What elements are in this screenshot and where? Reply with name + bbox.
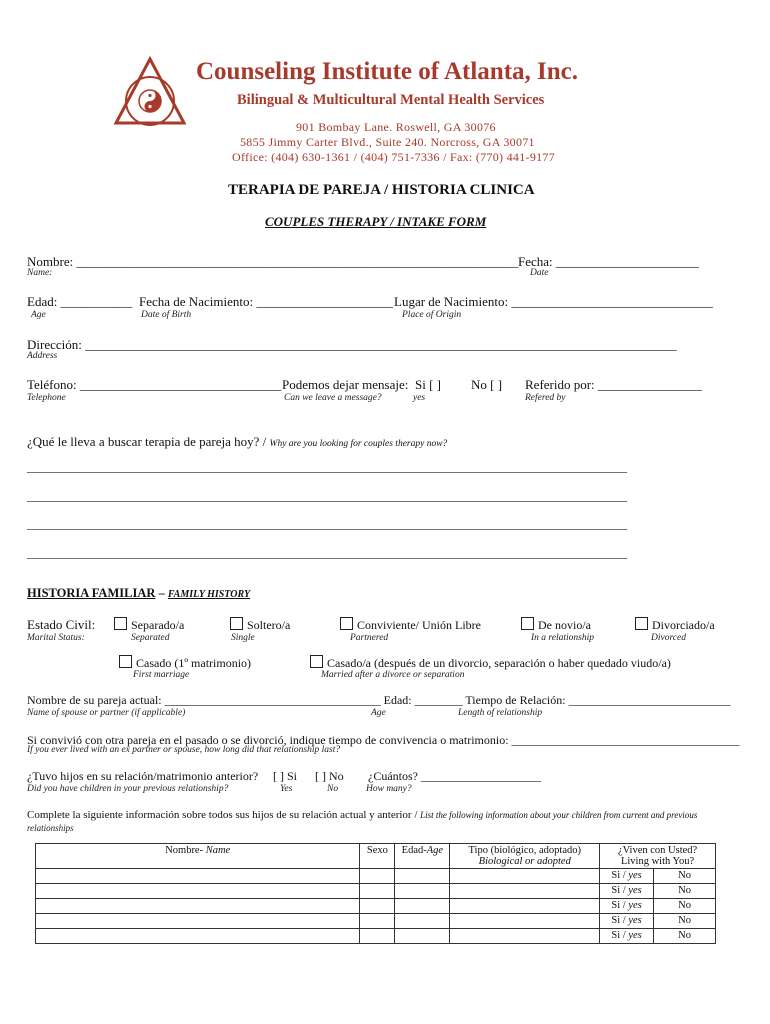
message-question: Podemos dejar mensaje: — [282, 377, 409, 392]
message-yes-label-en: yes — [413, 393, 426, 403]
name-label-en: Name: — [27, 268, 53, 278]
yes-es: Si / — [611, 870, 626, 881]
yes-es: Si / — [611, 930, 626, 941]
child-age-cell[interactable] — [395, 884, 450, 899]
header-lives-es: ¿Viven con Usted? — [617, 845, 698, 856]
header-type-es: Tipo (biológico, adoptado) — [468, 845, 581, 856]
dob-field[interactable]: Fecha de Nacimiento: _____________________ — [139, 294, 393, 309]
children-no-label-en: No — [327, 784, 339, 794]
child-name-cell[interactable] — [36, 914, 360, 929]
child-name-cell[interactable] — [36, 884, 360, 899]
birthplace-label-en: Place of Origin — [402, 310, 462, 320]
address-line-2: 5855 Jimmy Carter Blvd., Suite 240. Norcross, GA 30071 — [240, 135, 535, 149]
yin-yang-triangle-logo-icon — [112, 55, 188, 131]
children-yes-label-en: Yes — [280, 784, 293, 794]
children-table-header — [36, 844, 716, 869]
header-name-en: Name — [205, 845, 231, 856]
message-no-checkbox[interactable]: No [ ] — [471, 377, 503, 392]
children-instructions-en-2: relationships — [27, 823, 74, 833]
partner-length-label-en: Length of relationship — [458, 708, 543, 718]
children-yes-checkbox[interactable]: [ ] Si — [273, 769, 297, 783]
remarried-option[interactable] — [310, 655, 671, 671]
first-marriage-label: Casado (1º matrimonio) — [136, 656, 252, 670]
child-name-cell[interactable] — [36, 899, 360, 914]
age-label-en: Age — [31, 310, 46, 320]
children-table — [35, 843, 716, 944]
header-lives-with — [600, 844, 716, 869]
first-marriage-option[interactable] — [119, 655, 251, 671]
table-row — [36, 884, 716, 899]
lives-no-cell[interactable]: No — [654, 869, 716, 884]
header-lives-en: Living with You? — [620, 856, 695, 867]
partner-label-en: Name of spouse or partner (if applicable) — [27, 708, 186, 718]
date-field[interactable]: Fecha: ______________________ — [518, 254, 699, 269]
answer-line-1[interactable]: ____________________________________________________________________________________________________ — [27, 460, 627, 474]
single-checkbox[interactable] — [230, 617, 243, 630]
referred-label-en: Refered by — [525, 393, 566, 403]
org-subtitle: Bilingual & Multicultural Mental Health Services — [237, 92, 545, 108]
address-field[interactable]: Dirección: ___________________________________________________________________________________________ — [27, 337, 677, 352]
yes-es: Si / — [611, 885, 626, 896]
yes-es: Si / — [611, 915, 626, 926]
table-row — [36, 869, 716, 884]
divorced-checkbox[interactable] — [635, 617, 648, 630]
lives-no-cell[interactable]: No — [654, 884, 716, 899]
referred-field[interactable]: Referido por: ________________ — [525, 377, 702, 392]
header-name-es: Nombre- — [165, 845, 204, 856]
divorced-label: Divorciado/a — [652, 618, 715, 632]
first-marriage-label-en: First marriage — [133, 670, 190, 680]
why-question-es: ¿Qué le lleva a buscar terapia de pareja hoy? / — [27, 434, 267, 449]
phone-field[interactable]: Teléfono: _______________________________ — [27, 377, 282, 392]
separated-checkbox[interactable] — [114, 617, 127, 630]
header-name — [36, 844, 360, 869]
child-sex-cell[interactable] — [360, 899, 395, 914]
child-name-cell[interactable] — [36, 869, 360, 884]
birthplace-field[interactable]: Lugar de Nacimiento: _______________________________ — [394, 294, 713, 309]
relationship-checkbox[interactable] — [521, 617, 534, 630]
lives-yes-cell[interactable] — [600, 899, 654, 914]
answer-line-2[interactable]: ____________________________________________________________________________________________________ — [27, 489, 627, 503]
child-age-cell[interactable] — [395, 929, 450, 944]
how-many-field[interactable]: ¿Cuántos? ____________________ — [368, 769, 541, 783]
org-name: Counseling Institute of Atlanta, Inc. — [196, 58, 578, 85]
child-sex-cell[interactable] — [360, 914, 395, 929]
header-type — [450, 844, 600, 869]
children-instructions-es: Complete la siguiente información sobre todos sus hijos de su relación actual y anterior / — [27, 809, 418, 821]
children-instructions — [27, 809, 697, 821]
why-question-en: Why are you looking for couples therapy now? — [269, 439, 448, 449]
lives-yes-cell[interactable] — [600, 884, 654, 899]
table-row — [36, 929, 716, 944]
partner-field[interactable]: Nombre de su pareja actual: ____________________________________ Edad: ________ Tiempo de Relación: ___________________________ — [27, 693, 731, 707]
lives-no-cell[interactable]: No — [654, 929, 716, 944]
yes-es: Si / — [611, 900, 626, 911]
marital-status-label: Estado Civil: — [27, 617, 96, 632]
lives-yes-cell[interactable] — [600, 929, 654, 944]
header-age-en: Age — [426, 845, 444, 856]
remarried-label-en: Married after a divorce or separation — [321, 670, 465, 680]
lives-yes-cell[interactable] — [600, 869, 654, 884]
child-type-cell[interactable] — [450, 869, 600, 884]
previous-relationship-field[interactable]: Si convivió con otra pareja en el pasado o se divorció, indique tiempo de convivencia o matrimonio: ______________________________________ — [27, 733, 740, 747]
child-type-cell[interactable] — [450, 884, 600, 899]
yes-en: yes — [628, 870, 642, 881]
child-type-cell[interactable] — [450, 914, 600, 929]
how-many-label-en: How many? — [366, 784, 412, 794]
single-label-en: Single — [231, 633, 255, 643]
why-question — [27, 434, 447, 450]
separated-label-en: Separated — [131, 633, 170, 643]
name-field[interactable]: Nombre: ____________________________________________________________________ — [27, 254, 519, 269]
relationship-label: De novio/a — [538, 618, 591, 632]
partnered-option[interactable] — [340, 617, 481, 633]
yes-en: yes — [628, 930, 642, 941]
child-age-cell[interactable] — [395, 914, 450, 929]
divorced-label-en: Divorced — [651, 633, 686, 643]
partnered-label: Conviviente/ Unión Libre — [357, 618, 481, 632]
address-label-en: Address — [27, 351, 58, 361]
marital-status-label-en: Marital Status: — [27, 633, 85, 643]
separated-label: Separado/a — [131, 618, 185, 632]
partner-age-label-en: Age — [371, 708, 386, 718]
remarried-label: Casado/a (después de un divorcio, separación o haber quedado viudo/a) — [327, 656, 671, 670]
children-instructions-en: List the following information about your children from current and previous — [420, 810, 698, 820]
message-question-en: Can we leave a message? — [284, 393, 382, 403]
child-age-cell[interactable] — [395, 899, 450, 914]
previous-relationship-label-en: If you ever lived with an ex partner or spouse, how long did that relationship last? — [27, 745, 341, 755]
table-row — [36, 899, 716, 914]
child-name-cell[interactable] — [36, 929, 360, 944]
address-line-1: 901 Bombay Lane. Roswell, GA 30076 — [296, 120, 496, 134]
family-history-heading — [27, 586, 250, 601]
remarried-checkbox[interactable] — [310, 655, 323, 668]
family-heading-en: FAMILY HISTORY — [167, 589, 251, 600]
date-label-en: Date — [530, 268, 549, 278]
answer-line-4[interactable]: ____________________________________________________________________________________________________ — [27, 546, 627, 560]
child-sex-cell[interactable] — [360, 884, 395, 899]
first-marriage-checkbox[interactable] — [119, 655, 132, 668]
table-row — [36, 914, 716, 929]
age-field[interactable]: Edad: ___________ — [27, 294, 133, 309]
relationship-label-en: In a relationship — [531, 633, 594, 643]
children-question-en: Did you have children in your previous relationship? — [27, 784, 229, 794]
partnered-label-en: Partnered — [350, 633, 389, 643]
child-age-cell[interactable] — [395, 869, 450, 884]
header-sex: Sexo — [360, 844, 395, 869]
children-no-checkbox[interactable]: [ ] No — [315, 769, 344, 783]
yes-en: yes — [628, 915, 642, 926]
child-type-cell[interactable] — [450, 899, 600, 914]
child-type-cell[interactable] — [450, 929, 600, 944]
single-option[interactable] — [230, 617, 290, 633]
partnered-checkbox[interactable] — [340, 617, 353, 630]
children-question: ¿Tuvo hijos en su relación/matrimonio anterior? — [27, 769, 259, 783]
separated-option[interactable] — [114, 617, 184, 633]
form-subtitle: COUPLES THERAPY / INTAKE FORM — [265, 214, 487, 229]
divorced-option[interactable] — [635, 617, 715, 633]
header-age — [395, 844, 450, 869]
header-type-en: Biological or adopted — [478, 856, 571, 867]
message-yes-checkbox[interactable]: Si [ ] — [415, 377, 441, 392]
form-title: TERAPIA DE PAREJA / HISTORIA CLINICA — [228, 182, 535, 198]
child-sex-cell[interactable] — [360, 929, 395, 944]
phone-line: Office: (404) 630-1361 / (404) 751-7336 / Fax: (770) 441-9177 — [232, 150, 556, 164]
relationship-option[interactable] — [521, 617, 591, 633]
family-heading-es: HISTORIA FAMILIAR — [27, 586, 156, 600]
lives-yes-cell[interactable] — [600, 914, 654, 929]
yes-en: yes — [628, 900, 642, 911]
lives-no-cell[interactable]: No — [654, 899, 716, 914]
dob-label-en: Date of Birth — [141, 310, 192, 320]
family-heading-dash: – — [155, 586, 168, 600]
phone-label-en: Telephone — [27, 393, 66, 403]
lives-no-cell[interactable]: No — [654, 914, 716, 929]
yes-en: yes — [628, 885, 642, 896]
child-sex-cell[interactable] — [360, 869, 395, 884]
header-age-es: Edad- — [401, 845, 427, 856]
single-label: Soltero/a — [247, 618, 291, 632]
answer-line-3[interactable]: ____________________________________________________________________________________________________ — [27, 517, 627, 531]
